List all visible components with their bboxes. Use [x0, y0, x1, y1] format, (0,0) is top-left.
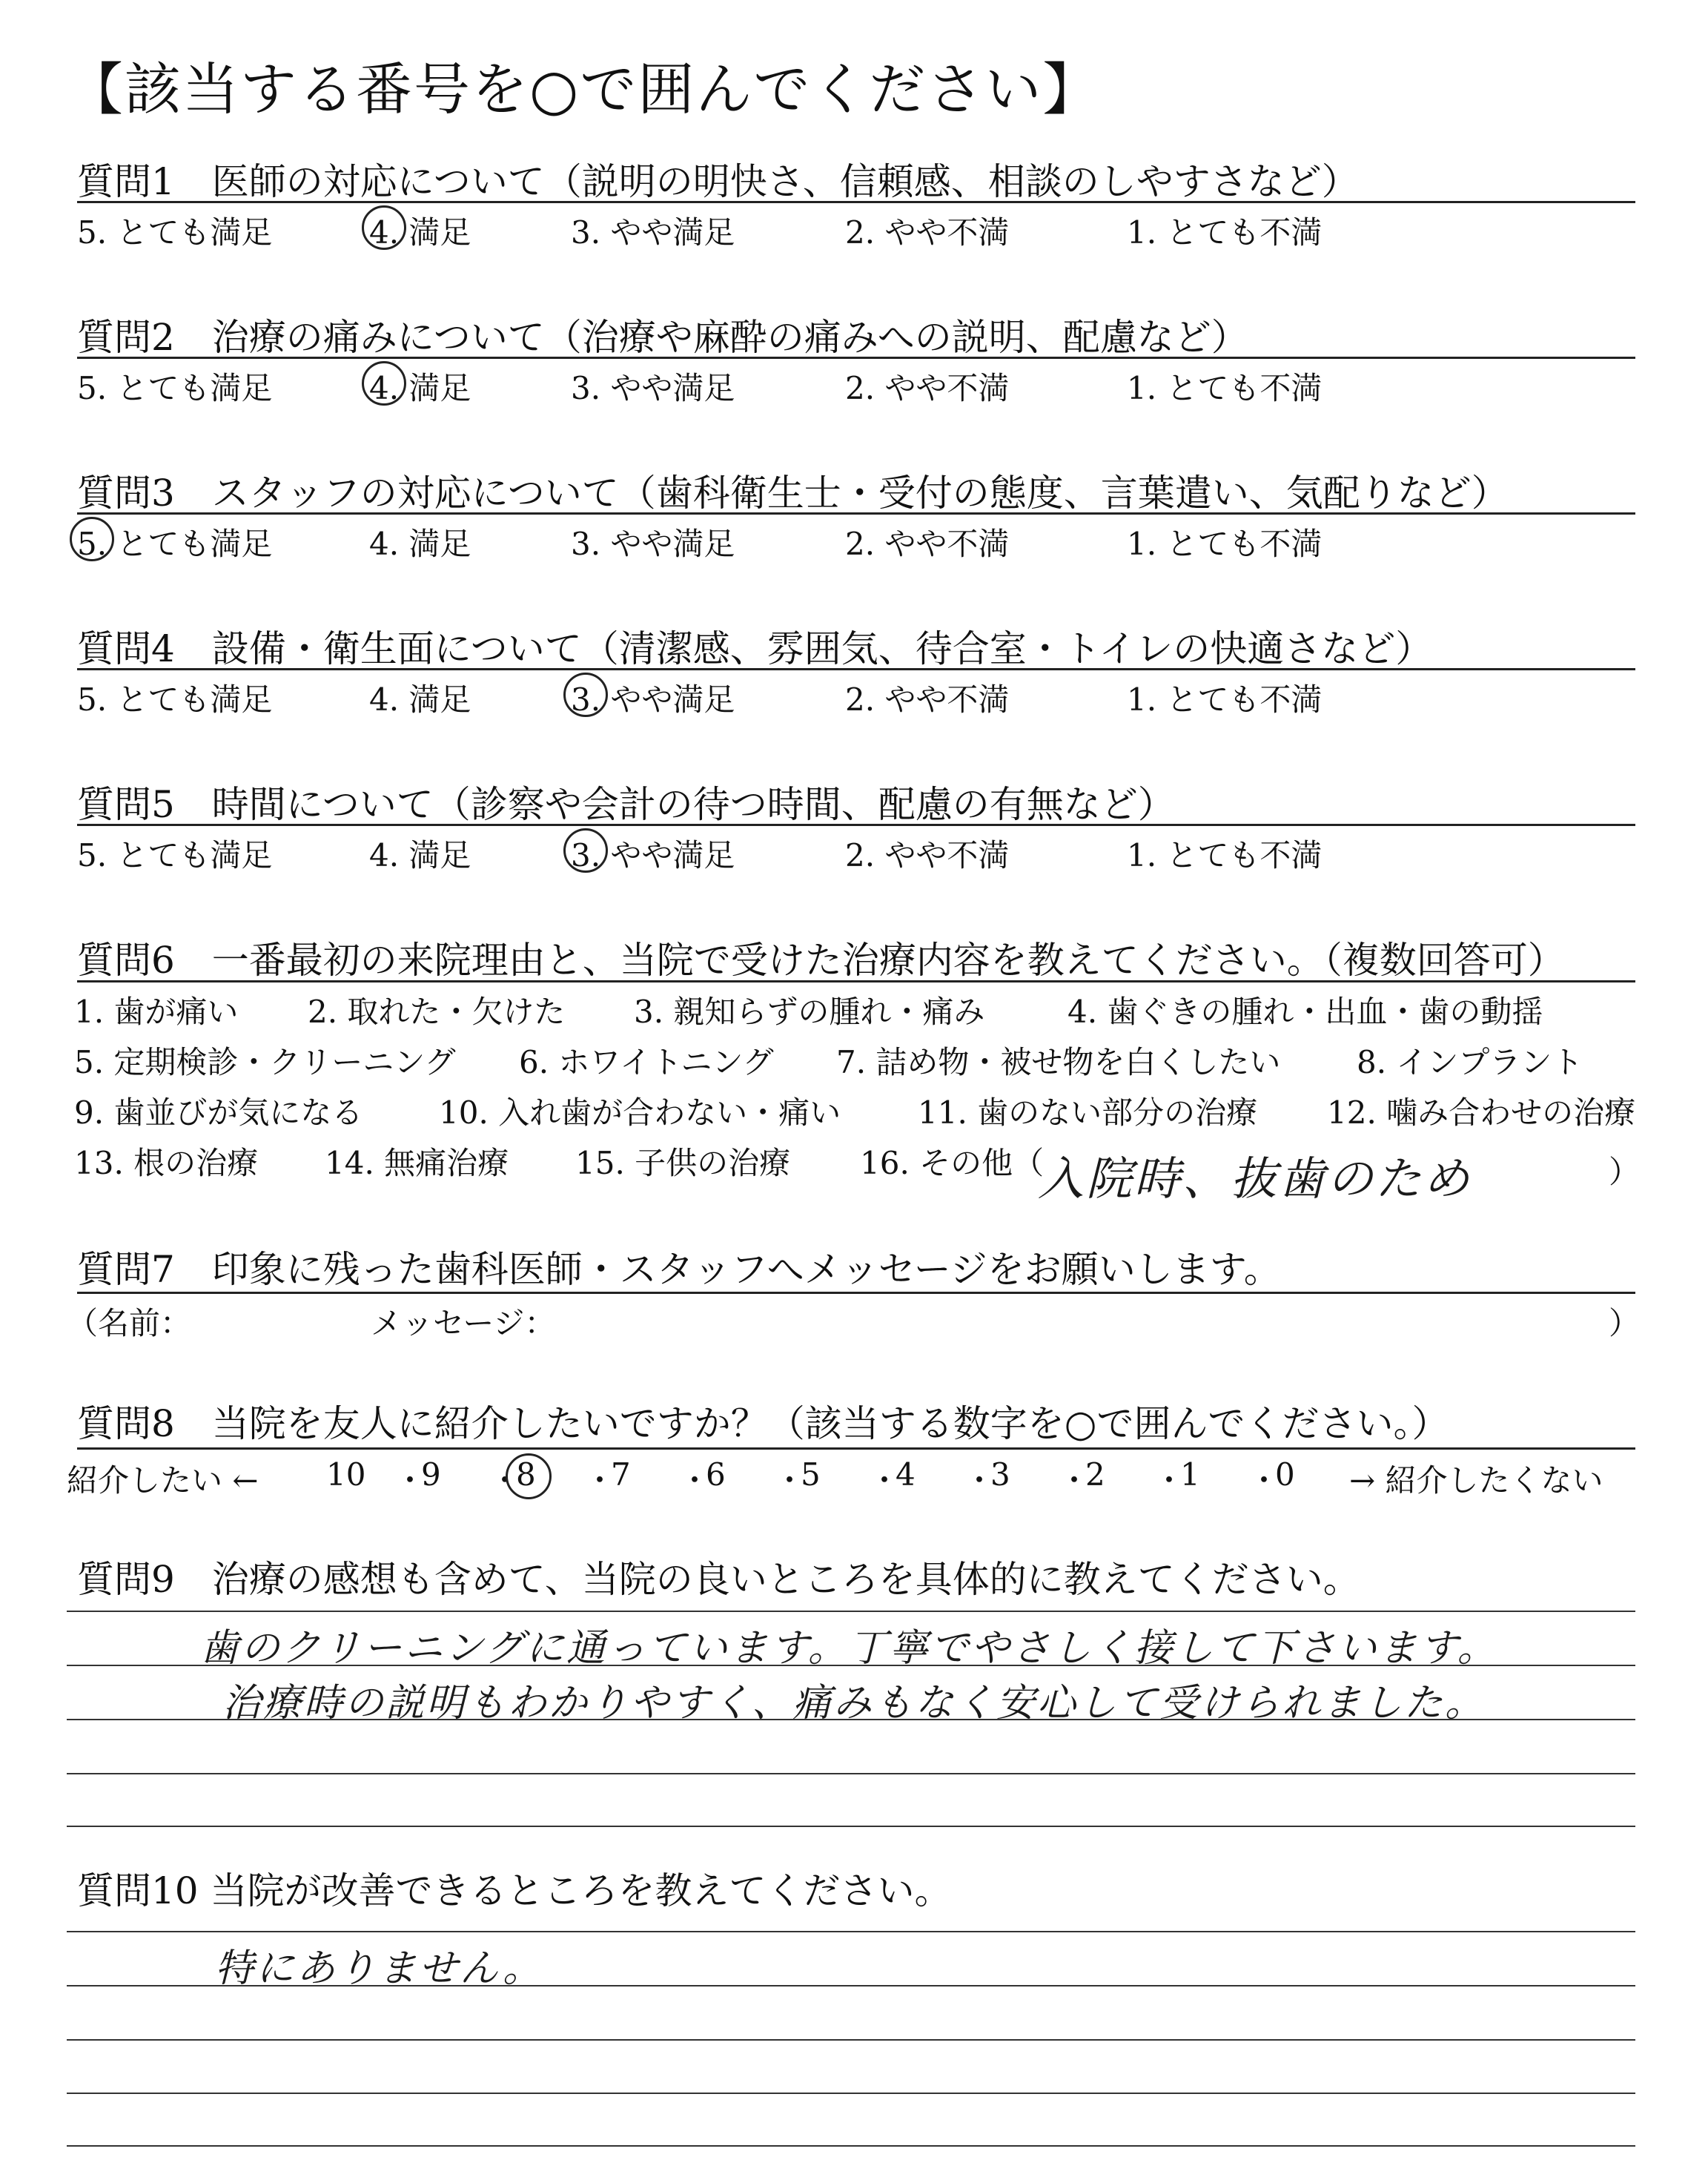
q6-other-close: ）	[1609, 1154, 1641, 1190]
q6-option: 9. 歯並びが気になる	[74, 1094, 363, 1131]
q5-option-2: 2. やや不満	[845, 837, 1010, 873]
q8-separator: ・	[394, 1462, 426, 1499]
q6-option: 8. インプラント	[1357, 1044, 1583, 1080]
q6-option: 10. 入れ歯が合わない・痛い	[439, 1094, 841, 1131]
q6-option: 15. 子供の治療	[575, 1145, 791, 1181]
q1-option-1: 1. とても不満	[1127, 214, 1323, 251]
q10-answer-line-1: 特にありません。	[215, 1946, 544, 1991]
q10-line-5	[67, 2145, 1635, 2147]
q8-number: 0	[1275, 1456, 1295, 1493]
q9-line-4	[67, 1773, 1635, 1774]
q5-title: 質問5 時間について（診察や会計の待つ時間、配慮の有無など）	[77, 783, 1175, 826]
q4-option-3: 3. やや満足	[571, 681, 735, 718]
q8-separator: ・	[1248, 1462, 1280, 1499]
q7-title: 質問7 印象に残った歯科医師・スタッフへメッセージをお願いします。	[77, 1248, 1281, 1291]
q5-option-3: 3. やや満足	[571, 837, 735, 873]
q8-number: 2	[1085, 1456, 1105, 1493]
q8-separator: ・	[489, 1462, 521, 1499]
q4-option-2: 2. やや不満	[845, 681, 1010, 718]
q3-rule	[77, 512, 1635, 515]
q8-separator: ・	[964, 1462, 996, 1499]
q5-option-4: 4. 満足	[369, 837, 471, 873]
q1-answer-circle	[362, 205, 406, 250]
q2-option-1: 1. とても不満	[1127, 370, 1323, 406]
q9-line-1	[67, 1611, 1635, 1612]
q1-title: 質問1 医師の対応について（説明の明快さ、信頼感、相談のしやすさなど）	[77, 160, 1359, 203]
q8-left-label: 紹介したい ←	[67, 1462, 259, 1499]
q2-title: 質問2 治療の痛みについて（治療や麻酔の痛みへの説明、配慮など）	[77, 316, 1248, 359]
q2-rule	[77, 357, 1635, 359]
q6-option: 5. 定期検診・クリーニング	[74, 1044, 456, 1080]
q7-close: ）	[1609, 1305, 1641, 1341]
q8-answer-circle	[506, 1453, 552, 1499]
q6-option: 3. 親知らずの腫れ・痛み	[634, 994, 985, 1030]
q9-line-5	[67, 1826, 1635, 1827]
q4-rule	[77, 668, 1635, 670]
q3-option-5: 5. とても満足	[77, 526, 273, 562]
q4-option-1: 1. とても不満	[1127, 681, 1323, 718]
q8-number: 6	[706, 1456, 726, 1493]
q7-rule	[77, 1292, 1635, 1294]
q6-option: 13. 根の治療	[74, 1145, 259, 1181]
q6-title: 質問6 一番最初の来院理由と、当院で受けた治療内容を教えてください。（複数回答可）	[77, 939, 1565, 982]
q6-option: 6. ホワイトニング	[519, 1044, 774, 1080]
q3-option-2: 2. やや不満	[845, 526, 1010, 562]
q6-option: 4. 歯ぐきの腫れ・出血・歯の動揺	[1068, 994, 1543, 1030]
q8-separator: ・	[584, 1462, 616, 1499]
q2-option-4: 4. 満足	[369, 370, 471, 406]
q10-line-3	[67, 2039, 1635, 2041]
q4-option-5: 5. とても満足	[77, 681, 273, 718]
q4-answer-circle	[563, 673, 608, 717]
q2-option-2: 2. やや不満	[845, 370, 1010, 406]
q8-separator: ・	[869, 1462, 901, 1499]
q1-option-2: 2. やや不満	[845, 214, 1010, 251]
q8-separator: ・	[1153, 1462, 1185, 1499]
q9-answer-line-2: 治療時の説明もわかりやすく、痛みもなく安心して受けられました。	[222, 1681, 1486, 1725]
q9-title: 質問9 治療の感想も含めて、当院の良いところを具体的に教えてください。	[77, 1558, 1360, 1601]
q1-option-4: 4. 満足	[369, 214, 471, 251]
q8-number: 9	[421, 1456, 441, 1493]
q1-rule	[77, 201, 1635, 203]
q1-option-3: 3. やや満足	[571, 214, 735, 251]
q3-option-1: 1. とても不満	[1127, 526, 1323, 562]
q5-answer-circle	[563, 828, 608, 873]
q6-rule	[77, 980, 1635, 982]
q8-right-label: → 紹介したくない	[1349, 1462, 1603, 1499]
q8-number: 4	[896, 1456, 916, 1493]
q8-number: 7	[611, 1456, 631, 1493]
q6-other-answer: 入院時、抜歯のため	[1038, 1152, 1472, 1206]
q6-option: 14. 無痛治療	[325, 1145, 509, 1181]
q6-option: 12. 噛み合わせの治療	[1327, 1094, 1636, 1131]
q4-option-4: 4. 満足	[369, 681, 471, 718]
page-header: 【該当する番号を○で囲んでください】	[67, 56, 1101, 122]
q6-option: 1. 歯が痛い	[74, 994, 239, 1030]
q8-separator: ・	[774, 1462, 806, 1499]
q6-option: 16. その他（	[860, 1145, 1045, 1181]
q5-option-5: 5. とても満足	[77, 837, 273, 873]
q5-option-1: 1. とても不満	[1127, 837, 1323, 873]
q2-option-3: 3. やや満足	[571, 370, 735, 406]
q8-separator: ・	[1059, 1462, 1090, 1499]
q5-rule	[77, 824, 1635, 826]
q8-number: 5	[801, 1456, 821, 1493]
q8-number: 8	[516, 1456, 536, 1493]
q10-title: 質問10 当院が改善できるところを教えてください。	[77, 1869, 952, 1912]
q3-title: 質問3 スタッフの対応について（歯科衛生士・受付の態度、言葉遣い、気配りなど）	[77, 472, 1509, 515]
q3-answer-circle	[70, 517, 114, 561]
q8-rule	[77, 1447, 1635, 1450]
q6-option: 11. 歯のない部分の治療	[918, 1094, 1258, 1131]
q1-option-5: 5. とても満足	[77, 214, 273, 251]
q8-number: 10	[326, 1456, 366, 1493]
q7-name-label: （名前：	[67, 1305, 192, 1341]
q2-answer-circle	[362, 361, 406, 406]
q8-separator: ・	[679, 1462, 711, 1499]
q8-number: 1	[1180, 1456, 1200, 1493]
q4-title: 質問4 設備・衛生面について（清潔感、雰囲気、待合室・トイレの快適さなど）	[77, 627, 1433, 670]
q2-option-5: 5. とても満足	[77, 370, 273, 406]
q3-option-3: 3. やや満足	[571, 526, 735, 562]
q8-title: 質問8 当院を友人に紹介したいですか？（該当する数字を○で囲んでください。）	[77, 1402, 1449, 1445]
q10-line-1	[67, 1931, 1635, 1932]
q3-option-4: 4. 満足	[369, 526, 471, 562]
q6-option: 7. 詰め物・被せ物を白くしたい	[836, 1044, 1281, 1080]
q6-option: 2. 取れた・欠けた	[308, 994, 566, 1030]
q10-line-4	[67, 2093, 1635, 2094]
q8-number: 3	[990, 1456, 1010, 1493]
q9-answer-line-1: 歯のクリーニングに通っています。丁寧でやさしく接して下さいます。	[200, 1626, 1498, 1671]
q7-message-label: メッセージ：	[371, 1305, 556, 1341]
